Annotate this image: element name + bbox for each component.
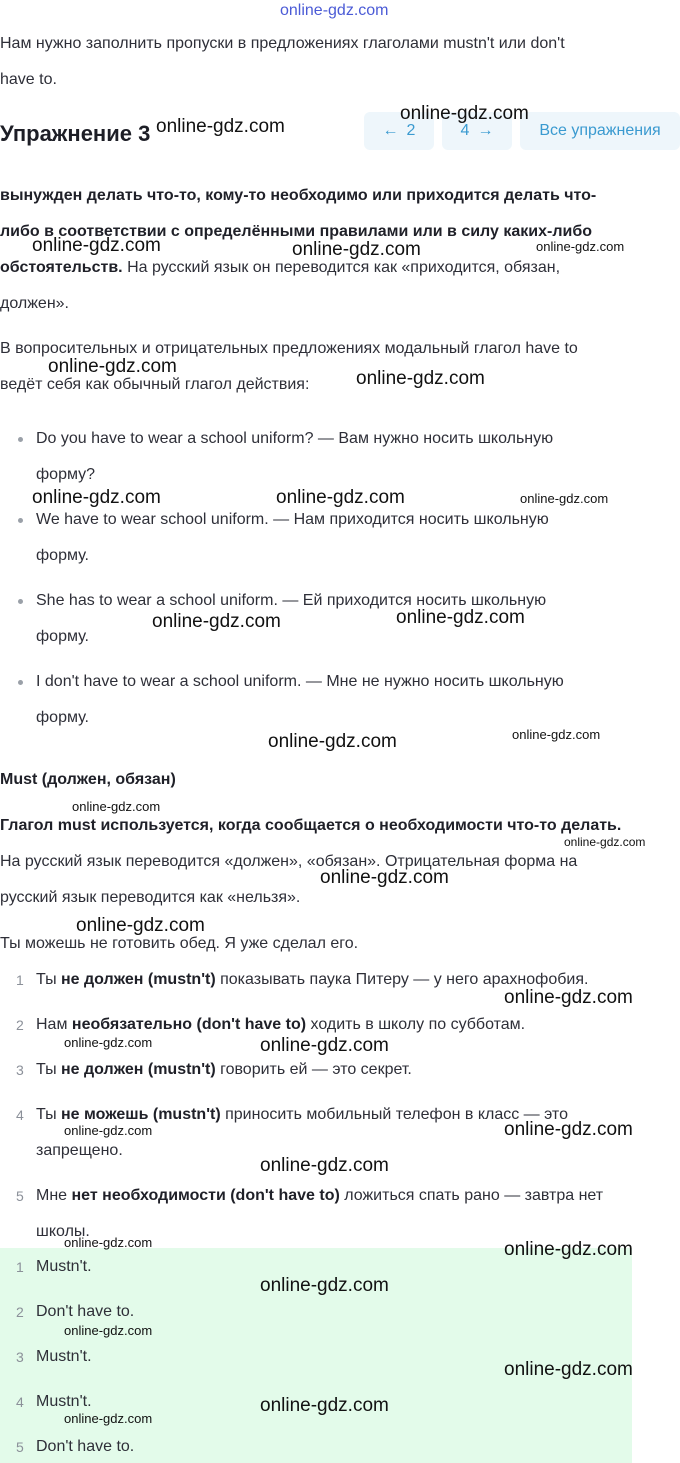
bullet-icon xyxy=(18,437,23,442)
watermark: online-gdz.com xyxy=(64,1035,153,1050)
theory-p1-line4: должен». xyxy=(0,295,69,312)
watermark: online-gdz.com xyxy=(152,611,281,632)
must-line2: русский язык переводится как «нельзя». xyxy=(0,889,301,906)
watermark: online-gdz.com xyxy=(536,239,625,254)
prev-exercise-label: 2 xyxy=(406,122,416,139)
watermark: online-gdz.com xyxy=(400,103,529,124)
example-item-2-line1: We have to wear school uniform. — Нам приходится носить школьную xyxy=(36,511,549,528)
sample-sentence: Ты можешь не готовить обед. Я уже сделал его. xyxy=(0,935,359,952)
watermark: online-gdz.com xyxy=(280,2,389,19)
bullet-icon xyxy=(18,599,23,604)
theory-p1-line3: обстоятельств. На русский язык он переводится как «приходится, обязан, xyxy=(0,259,561,276)
watermark: online-gdz.com xyxy=(32,487,161,508)
watermark: online-gdz.com xyxy=(64,1123,153,1138)
example-item-3-line2: форму. xyxy=(36,628,89,645)
watermark: online-gdz.com xyxy=(64,1235,153,1250)
watermark: online-gdz.com xyxy=(260,1395,389,1416)
item-number: 1 xyxy=(16,1259,24,1275)
item-number: 4 xyxy=(16,1107,24,1123)
theory-p1-line1: вынужден делать что-то, кому-то необходимо или приходится делать что- xyxy=(0,187,597,204)
must-line1: На русский язык переводится «должен», «обязан». Отрицательная форма на xyxy=(0,853,578,870)
exercise-item-5: Мне нет необходимости (don't have to) ложиться спать рано — завтра нет xyxy=(36,1187,604,1204)
watermark: online-gdz.com xyxy=(504,1359,633,1380)
watermark: online-gdz.com xyxy=(76,915,205,936)
watermark: online-gdz.com xyxy=(156,116,285,137)
watermark: online-gdz.com xyxy=(396,607,525,628)
watermark: online-gdz.com xyxy=(260,1035,389,1056)
answer-item-1: Mustn't. xyxy=(36,1258,92,1275)
watermark: online-gdz.com xyxy=(512,727,601,742)
watermark: online-gdz.com xyxy=(268,731,397,752)
bullet-icon xyxy=(18,680,23,685)
exercise-item-3: Ты не должен (mustn't) говорить ей — это секрет. xyxy=(36,1061,412,1078)
theory-p2-line2: ведёт себя как обычный глагол действия: xyxy=(0,376,310,393)
watermark: online-gdz.com xyxy=(292,239,421,260)
must-heading: Must (должен, обязан) xyxy=(0,771,176,788)
theory-p2-line1: В вопросительных и отрицательных предложениях модальный глагол have to xyxy=(0,340,578,357)
watermark: online-gdz.com xyxy=(72,799,161,814)
arrow-left-icon: ← xyxy=(382,122,399,139)
watermark: online-gdz.com xyxy=(48,356,177,377)
intro-text-line1: Нам нужно заполнить пропуски в предложениях глаголами mustn't или don't xyxy=(0,35,565,52)
answer-item-4: Mustn't. xyxy=(36,1393,92,1410)
page-title: Упражнение 3 xyxy=(0,121,151,146)
example-item-1-line1: Do you have to wear a school uniform? — Вам нужно носить школьную xyxy=(36,430,554,447)
watermark: online-gdz.com xyxy=(504,1239,633,1260)
exercise-item-4-line2: запрещено. xyxy=(36,1142,123,1159)
exercise-item-2: Нам необязательно (don't have to) ходить в школу по субботам. xyxy=(36,1016,526,1033)
watermark: online-gdz.com xyxy=(64,1323,153,1338)
answer-item-3: Mustn't. xyxy=(36,1348,92,1365)
watermark: online-gdz.com xyxy=(32,235,161,256)
item-number: 2 xyxy=(16,1017,24,1033)
item-number: 3 xyxy=(16,1062,24,1078)
example-item-4-line1: I don't have to wear a school uniform. — Мне не нужно носить школьную xyxy=(36,673,564,690)
item-number: 5 xyxy=(16,1439,24,1455)
watermark: online-gdz.com xyxy=(564,835,646,849)
item-number: 3 xyxy=(16,1349,24,1365)
theory-p1-line2: либо в соответствии с определёнными правилами или в силу каких-либо xyxy=(0,223,592,240)
example-item-2-line2: форму. xyxy=(36,547,89,564)
exercise-item-1: Ты не должен (mustn't) показывать паука Питеру — у него арахнофобия. xyxy=(36,971,589,988)
arrow-right-icon: → xyxy=(477,122,494,139)
all-exercises-label: Все упражнения xyxy=(539,122,661,139)
watermark: online-gdz.com xyxy=(260,1155,389,1176)
watermark: online-gdz.com xyxy=(260,1275,389,1296)
item-number: 1 xyxy=(16,972,24,988)
watermark: online-gdz.com xyxy=(504,987,633,1008)
next-exercise-label: 4 xyxy=(460,122,470,139)
watermark: online-gdz.com xyxy=(504,1119,633,1140)
example-item-3-line1: She has to wear a school uniform. — Ей приходится носить школьную xyxy=(36,592,547,609)
answer-item-2: Don't have to. xyxy=(36,1303,135,1320)
example-item-1-line2: форму? xyxy=(36,466,96,483)
watermark: online-gdz.com xyxy=(320,867,449,888)
answer-item-5: Don't have to. xyxy=(36,1438,135,1455)
all-exercises-button[interactable] xyxy=(520,112,680,150)
watermark: online-gdz.com xyxy=(64,1411,153,1426)
item-number: 5 xyxy=(16,1188,24,1204)
bullet-icon xyxy=(18,518,23,523)
must-definition: Глагол must используется, когда сообщается о необходимости что-то делать. xyxy=(0,817,622,834)
intro-text-line2: have to. xyxy=(0,71,57,88)
watermark: online-gdz.com xyxy=(356,368,485,389)
exercise-item-4: Ты не можешь (mustn't) приносить мобильный телефон в класс — это xyxy=(36,1106,568,1123)
example-item-4-line2: форму. xyxy=(36,709,89,726)
watermark: online-gdz.com xyxy=(520,491,609,506)
item-number: 2 xyxy=(16,1304,24,1320)
item-number: 4 xyxy=(16,1394,24,1410)
watermark: online-gdz.com xyxy=(276,487,405,508)
exercise-item-5-line2: школы. xyxy=(36,1223,90,1240)
